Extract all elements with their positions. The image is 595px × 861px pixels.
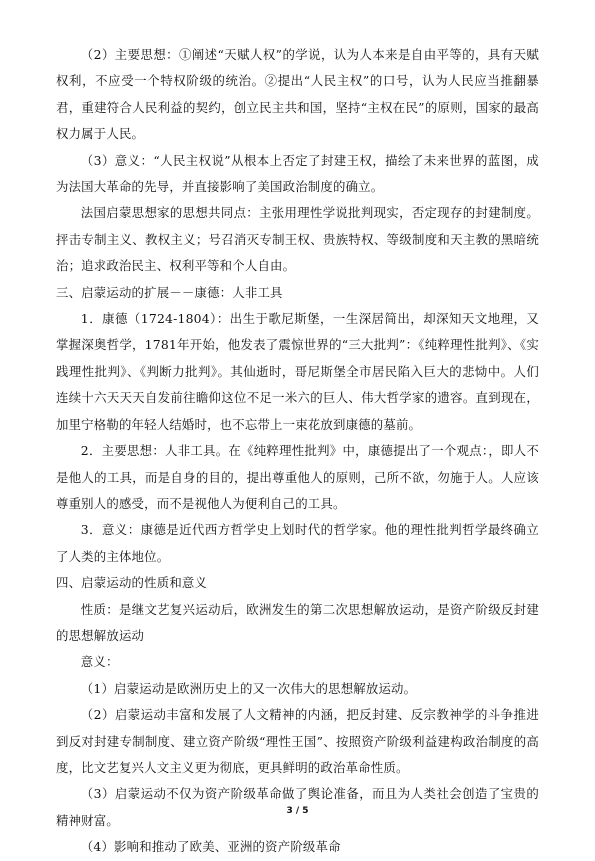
paragraph-nature: 性质：是继文艺复兴运动后，欧洲发生的第二次思想解放运动，是资产阶级反封建的思想解放运动: [56, 601, 539, 643]
page-body: [56, 42, 539, 861]
paragraph-significance-label: 意义：: [80, 654, 119, 670]
paragraph-significance-1: （1）启蒙运动是欧洲历史上的又一次伟大的思想解放运动。: [80, 680, 417, 696]
paragraph-kant-bio: 1．康德（1724-1804）：出生于歌尼斯堡，一生深居简出，却深知天文地理，又掌握深奥哲学，1781年开始，他发表了震惊世界的“三大批判”：《纯粹理性批判》、《实践理性批判》、《判断力批判》。其仙逝时，哥尼斯堡全市居民陷入巨大的悲恸中。人们连续十六天天天自发前往瞻仰这位不足一米六的巨人、伟大哲学家的遗容。直到现在，加里宁格勒的年轻人结婚时，也不忘带上一束花放到康德的墓前。: [56, 311, 539, 432]
section-heading-nature: 四、启蒙运动的性质和意义: [56, 575, 208, 591]
paragraph-significance-3: （3）启蒙运动不仅为资产阶级革命做了舆论准备，而且为人类社会创造了宝贵的精神财富。: [56, 786, 539, 828]
paragraph-kant-significance: 3．意义：康德是近代西方哲学史上划时代的哲学家。他的理性批判哲学最终确立了人类的主体地位。: [56, 522, 539, 564]
paragraph-kant-ideas: 2．主要思想：人非工具。在《纯粹理性批判》中，康德提出了一个观点：，即人不是他人的工具，而是自身的目的，提出尊重他人的原则，己所不欲，勿施于人。人应该尊重别人的感受，而不是视他人为便利自己的工具。: [56, 443, 539, 511]
paragraph-main-ideas: （2）主要思想：①阐述“天赋人权”的学说，认为人本来是自由平等的，具有天赋权利，不应受一个特权阶级的统治。②提出“人民主权”的口号，认为人民应当推翻暴君，重建符合人民利益的契约，创立民主共和国，坚持“主权在民”的原则，国家的最高权力属于人民。: [56, 47, 539, 142]
page-number: 3 / 5: [286, 806, 309, 816]
paragraph-significance: （3）意义：“人民主权说”从根本上否定了封建王权，描绘了未来世界的蓝图，成为法国大革命的先导，并直接影响了美国政治制度的确立。: [56, 152, 539, 195]
paragraph-significance-4: （4）影响和推动了欧美、亚洲的资产阶级革命: [80, 839, 341, 855]
paragraph-significance-2: （2）启蒙运动丰富和发展了人文精神的内涵，把反封建、反宗教神学的斗争推进到反对封建专制制度、建立资产阶级“理性王国”、按照资产阶级利益建构政治制度的高度，比文艺复兴人文主义更为彻底，更具鲜明的政治革命性质。: [56, 707, 539, 775]
section-heading-kant: 三、启蒙运动的扩展－－康德：人非工具: [56, 284, 283, 300]
paragraph-common-points: 法国启蒙思想家的思想共同点：主张用理性学说批判现实，否定现存的封建制度。抨击专制主义、教权主义；号召消灭专制王权、贵族特权、等级制度和天主教的黑暗统治；追求政治民主、权利平等和个人自由。: [56, 205, 539, 274]
